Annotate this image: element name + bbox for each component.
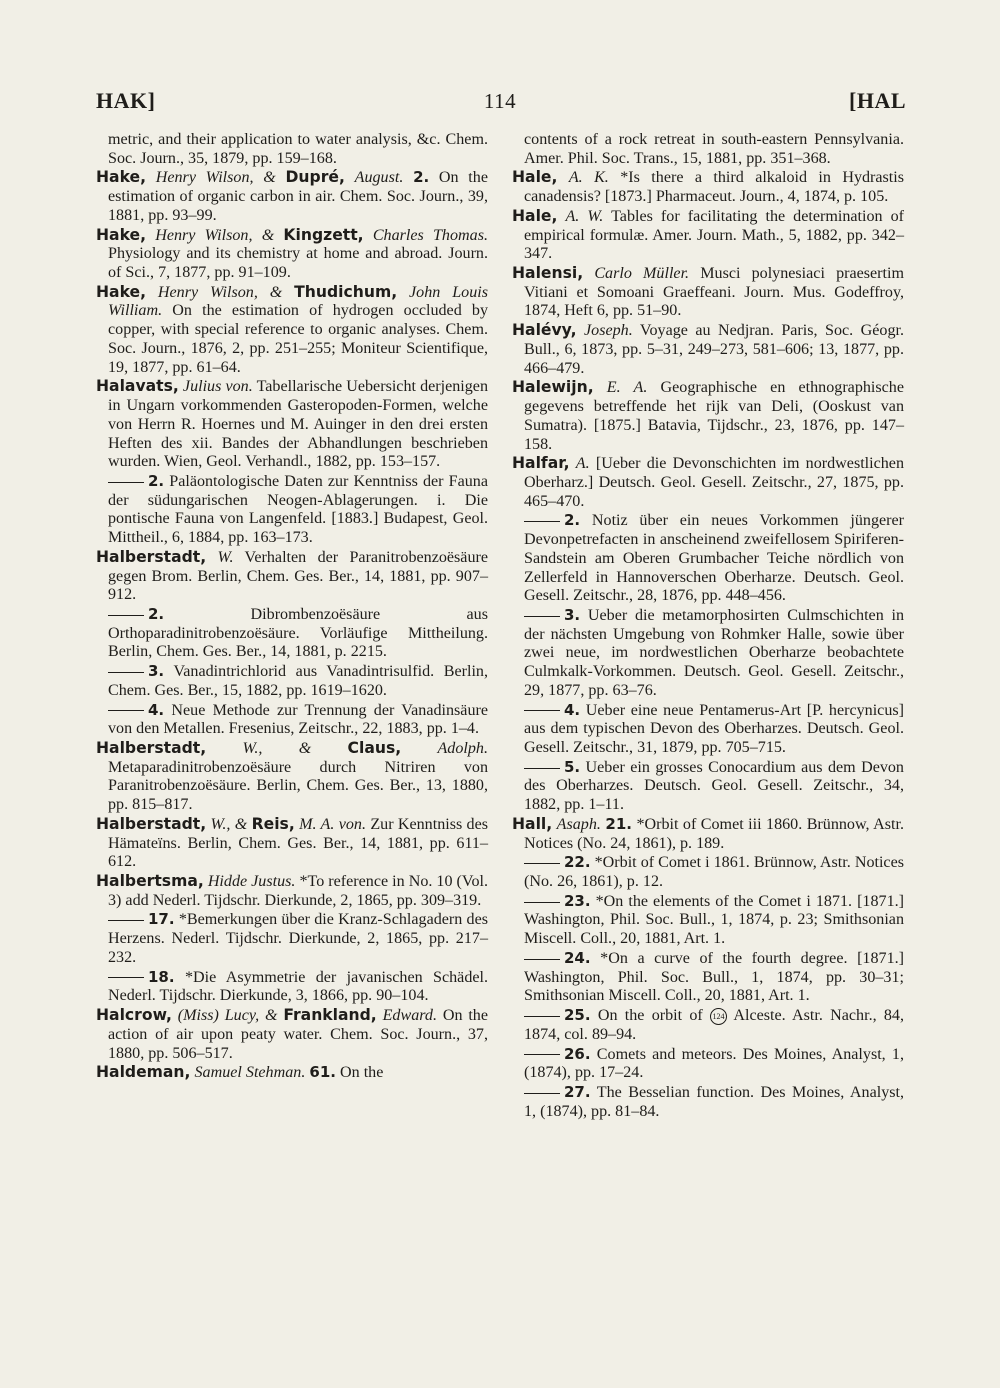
- bibliography-entry: [96, 662, 488, 700]
- author-surname: Halcrow,: [96, 1006, 172, 1025]
- author-forenames: Henry Wilson, &: [155, 169, 276, 187]
- bibliography-entry: [96, 1006, 488, 1063]
- bibliography-entry: [512, 1006, 904, 1044]
- citation-text: On the estimation of organic carbon in air. Chem. Soc. Journ., 39, 1881, pp. 93–99.: [108, 169, 488, 224]
- bibliography-entry: [96, 548, 488, 605]
- citation-text: Neue Methode zur Trennung der Vanadinsäure von den Metallen. Fresenius, Zeitschr., 22, 1883, pp. 1–4.: [108, 701, 488, 738]
- author-forenames: Julius von.: [182, 378, 253, 396]
- author-surname: Hale,: [512, 206, 558, 225]
- bibliography-entry: [512, 949, 904, 1006]
- coauthor-surname: Frankland,: [283, 1006, 377, 1025]
- citation-text: *Orbit of Comet i 1861. Brünnow, Astr. Notices (No. 26, 1861), p. 12.: [524, 854, 904, 891]
- bibliography-entry: [512, 511, 904, 606]
- paper-number: 26.: [564, 1044, 591, 1063]
- repeat-author-dash: [524, 1054, 560, 1055]
- citation-text: On the estimation of hydrogen occluded by copper, with special reference to organic analyses. Chem. Soc. Journ., 1876, 2, pp. 251–255; Moniteur Scientifique, 19, 1877, pp. 61–64.: [108, 302, 489, 376]
- bibliography-entry: [512, 815, 904, 853]
- repeat-author-dash: [524, 863, 560, 864]
- bibliography-entry: [512, 131, 904, 168]
- author-surname: Haldeman,: [96, 1063, 191, 1082]
- paper-number: 22.: [564, 853, 591, 872]
- paper-number: 25.: [564, 1006, 591, 1025]
- bibliography-entry: [96, 910, 488, 967]
- right-column: [512, 131, 904, 1121]
- repeat-author-dash: [108, 672, 144, 673]
- bibliography-entry: [512, 378, 904, 454]
- paper-number: 3.: [148, 662, 165, 681]
- author-forenames: Henry Wilson, &: [157, 283, 283, 301]
- paper-number: 4.: [564, 700, 581, 719]
- citation-text: Tables for facilitating the determination of empirical formulæ. Amer. Journ. Math., 5, 1882, pp. 342–347.: [524, 207, 904, 263]
- paper-number: 2.: [148, 604, 165, 623]
- bibliography-entry: [96, 968, 488, 1006]
- bibliography-entry: [96, 377, 488, 472]
- citation-text: Dibrombenzoësäure aus Orthoparadinitrobenzoësäure. Vorläufige Mittheilung. Berlin, Chem. Ges. Ber., 14, 1881, p. 2215.: [108, 605, 488, 661]
- repeat-author-dash: [108, 920, 144, 921]
- paper-number: 23.: [564, 891, 591, 910]
- paper-number: 27.: [564, 1082, 591, 1101]
- author-forenames: Asaph.: [556, 815, 601, 833]
- repeat-author-dash: [524, 1016, 560, 1017]
- paper-number: 18.: [148, 967, 175, 986]
- paper-number: 2.: [148, 471, 165, 490]
- author-forenames: W.: [217, 548, 234, 566]
- citation-text: Alceste. Astr. Nachr., 84, 1874, col. 89–94.: [524, 1007, 904, 1043]
- bibliography-entry: [512, 207, 904, 264]
- coauthor-surname: Claus,: [347, 739, 402, 757]
- bibliography-entry: [96, 739, 488, 815]
- repeat-author-dash: [108, 977, 144, 978]
- author-surname: Hake,: [96, 168, 147, 187]
- coauthor-forenames: August.: [354, 169, 404, 187]
- running-head-right: [HAL: [849, 88, 906, 113]
- author-surname: Hall,: [512, 814, 553, 833]
- citation-text: Notiz über ein neues Vorkommen jüngerer Devonpetrefacten in anscheinend zweifellosem Spiriferen-Sandstein am Oberen Grumbacher Teiche nördlich von Zellerfeld in Hannoverschen Oberharze. Deutsch. Geol. Gesell. Zeitschr., 28, 1876, pp. 448–456.: [524, 512, 904, 605]
- citation-text: Metaparadinitrobenzoësäure durch Nitriren von Paranitrobenzoësäure. Berlin, Chem. Ges. Ber., 13, 1880, pp. 815–817.: [108, 758, 488, 814]
- citation-text: Physiology and its chemistry at home and abroad. Journ. of Sci., 7, 1877, pp. 91–109.: [108, 245, 488, 282]
- citation-text: [Ueber die Devonschichten im nordwestlichen Oberharz.] Deutsch. Geol. Gesell. Zeitschr., 27, 1875, pp. 465–470.: [524, 455, 904, 510]
- paper-number: 2.: [564, 511, 581, 530]
- coauthor-surname: Kingzett,: [283, 225, 364, 244]
- citation-text: *Bemerkungen über die Kranz-Schlagadern des Herzens. Nederl. Tijdschr. Dierkunde, 2, 1865, pp. 217–232.: [108, 911, 488, 966]
- coauthor-forenames: John Louis William.: [108, 283, 488, 320]
- author-forenames: E. A.: [606, 379, 648, 397]
- citation-text: On the orbit of: [597, 1007, 703, 1025]
- paper-number: 3.: [564, 605, 581, 624]
- paper-number: 24.: [564, 948, 591, 967]
- author-surname: Halavats,: [96, 377, 179, 396]
- citation-text: Musci polynesiaci praesertim Vitiani et Somoani Graeffeani. Journ. Mus. Godeffroy, 1874, Heft 6, pp. 51–90.: [524, 265, 904, 320]
- citation-text: *Is there a third alkaloid in Hydrastis canadensis? [1873.] Pharmaceut. Journ., 4, 1874, p. 105.: [524, 169, 905, 206]
- citation-text: Vanadintrichlorid aus Vanadintrisulfid. Berlin, Chem. Ges. Ber., 15, 1882, pp. 1619–1620.: [108, 663, 489, 699]
- author-forenames: A. K.: [568, 169, 609, 187]
- citation-text: Voyage au Nedjran. Paris, Soc. Géogr. Bull., 6, 1873, pp. 5–31, 249–273, 581–606; 13, 1877, pp. 466–479.: [524, 322, 904, 377]
- citation-text: *Orbit of Comet iii 1860. Brünnow, Astr. Notices (No. 24, 1861), p. 189.: [524, 815, 905, 852]
- page-number: 114: [483, 89, 517, 113]
- author-surname: Halévy,: [512, 321, 577, 340]
- author-forenames: W., &: [210, 815, 248, 833]
- author-surname: Halberstadt,: [96, 547, 207, 566]
- author-surname: Halensi,: [512, 264, 584, 283]
- author-surname: Halberstadt,: [96, 739, 207, 757]
- coauthor-forenames: M. A. von.: [299, 815, 366, 833]
- bibliography-entry: [96, 283, 488, 378]
- repeat-author-dash: [524, 959, 560, 960]
- author-surname: Halbertsma,: [96, 872, 204, 891]
- bibliography-entry: [512, 758, 904, 815]
- bibliography-entry: [96, 1063, 488, 1083]
- citation-text: *On a curve of the fourth degree. [1871.] Washington, Phil. Soc. Bull., 1, 1874, pp. 30–31; Smithsonian Miscell. Coll., 20, 1881, Art. 1.: [524, 949, 904, 1005]
- paper-number: 2.: [413, 168, 430, 187]
- bibliography-entry: [96, 605, 488, 662]
- citation-text: *Die Asymmetrie der javanischen Schädel. Nederl. Tijdschr. Dierkunde, 3, 1866, pp. 90–104.: [108, 968, 489, 1005]
- bibliography-entry: [96, 701, 488, 739]
- author-surname: Hake,: [96, 225, 147, 244]
- citation-text: Geographische en ethnographische gegevens betreffende het rijk van Deli, (Ooskust van Sumatra). [1875.] Batavia, Tijdschr., 23, 1876, pp. 147–158.: [524, 379, 904, 453]
- bibliography-entry: [512, 853, 904, 891]
- repeat-author-dash: [524, 768, 560, 769]
- citation-text: On the action of air upon peaty water. Chem. Soc. Journ., 37, 1880, pp. 506–517.: [108, 1007, 488, 1062]
- citation-text: Paläontologische Daten zur Kenntniss der Fauna der südungarischen Neogen-Ablagerungen. i. Die pontische Fauna von Langenfeld. [1883.] Budapest, Geol. Mittheil., 6, 1884, pp. 163–173.: [108, 472, 488, 547]
- citation-text: Comets and meteors. Des Moines, Analyst, 1, (1874), pp. 17–24.: [524, 1045, 904, 1082]
- author-surname: Hale,: [512, 168, 558, 187]
- coauthor-forenames: Adolph.: [437, 740, 488, 757]
- running-head-left: HAK]: [96, 88, 156, 113]
- repeat-author-dash: [524, 521, 560, 522]
- bibliography-entry: [96, 168, 488, 225]
- asteroid-symbol: 124: [710, 1008, 727, 1025]
- repeat-author-dash: [524, 1093, 560, 1094]
- author-forenames: Joseph.: [584, 322, 633, 340]
- paper-number: 61.: [309, 1063, 336, 1082]
- repeat-author-dash: [108, 615, 144, 616]
- bibliography-entry: [96, 226, 488, 283]
- author-forenames: A. W.: [565, 207, 604, 225]
- bibliography-entry: [512, 454, 904, 511]
- bibliography-entry: [96, 872, 488, 910]
- bibliography-entry: [512, 701, 904, 758]
- coauthor-forenames: Charles Thomas.: [372, 226, 488, 244]
- author-forenames: W., &: [242, 740, 312, 757]
- repeat-author-dash: [524, 710, 560, 711]
- coauthor-surname: Dupré,: [285, 168, 345, 187]
- citation-text: *On the elements of the Comet i 1871. [1871.] Washington, Phil. Soc. Bull., 1, 1874, p. 23; Smithsonian Miscell. Coll., 20, 1881, Art. 1.: [524, 892, 904, 948]
- bibliography-entry: [96, 815, 488, 872]
- bibliography-entry: [512, 892, 904, 949]
- citation-text: Verhalten der Paranitrobenzoësäure gegen Brom. Berlin, Chem. Ges. Ber., 14, 1881, pp. 907–912.: [108, 548, 488, 604]
- author-forenames: (Miss) Lucy, &: [177, 1007, 278, 1025]
- repeat-author-dash: [524, 616, 560, 617]
- author-forenames: A.: [575, 455, 590, 473]
- coauthor-surname: Reis,: [251, 814, 295, 833]
- author-forenames: Samuel Stehman.: [194, 1064, 306, 1082]
- author-surname: Halberstadt,: [96, 814, 207, 833]
- paper-number: 21.: [605, 814, 632, 833]
- citation-text: Ueber ein grosses Conocardium aus dem Devon des Oberharzes. Deutsch. Geol. Gesell. Zeitschr., 34, 1882, pp. 1–11.: [524, 758, 904, 814]
- repeat-author-dash: [524, 902, 560, 903]
- author-forenames: Hidde Justus.: [207, 873, 296, 891]
- author-forenames: Henry Wilson, &: [155, 226, 275, 244]
- citation-text: Tabellarische Uebersicht derjenigen in Ungarn vorkommenden Gasteropoden-Formen, welche von Herrn R. Hoernes und M. Auinger in den drei ersten Heften des xii. Bandes der Abhandlungen beschrieben wurden. Wien, Geol. Verhandl., 1882, pp. 153–157.: [108, 378, 488, 471]
- bibliography-entry: [512, 1083, 904, 1121]
- author-forenames: Carlo Müller.: [594, 265, 690, 283]
- citation-text: The Besselian function. Des Moines, Analyst, 1, (1874), pp. 81–84.: [524, 1083, 904, 1120]
- author-surname: Halewijn,: [512, 378, 594, 397]
- repeat-author-dash: [108, 710, 144, 711]
- left-column: [96, 131, 488, 1083]
- citation-text: contents of a rock retreat in south-eastern Pennsylvania. Amer. Phil. Soc. Trans., 15, 1881, pp. 351–368.: [524, 131, 904, 167]
- coauthor-forenames: Edward.: [382, 1007, 437, 1025]
- author-surname: Halfar,: [512, 454, 570, 473]
- citation-text: On the: [340, 1064, 384, 1082]
- coauthor-surname: Thudichum,: [294, 282, 398, 301]
- bibliography-entry: [96, 131, 488, 168]
- citation-text: Zur Kenntniss des Hämateïns. Berlin, Chem. Ges. Ber., 14, 1881, pp. 611–612.: [108, 815, 489, 871]
- repeat-author-dash: [108, 482, 144, 483]
- bibliography-entry: [512, 321, 904, 378]
- citation-text: metric, and their application to water analysis, &c. Chem. Soc. Journ., 35, 1879, pp. 159–168.: [108, 131, 488, 167]
- bibliography-entry: [512, 606, 904, 701]
- author-surname: Hake,: [96, 282, 147, 301]
- citation-text: *To reference in No. 10 (Vol. 3) add Nederl. Tijdschr. Dierkunde, 2, 1865, pp. 309–319.: [108, 873, 488, 909]
- bibliography-entry: [512, 168, 904, 206]
- paper-number: 17.: [148, 910, 175, 929]
- bibliography-entry: [512, 1045, 904, 1083]
- bibliography-entry: [96, 472, 488, 548]
- bibliography-entry: [512, 264, 904, 321]
- paper-number: 5.: [564, 757, 581, 776]
- citation-text: Ueber eine neue Pentamerus-Art [P. hercynicus] aus dem typischen Devon des Oberharzes. Deutsch. Geol. Gesell. Zeitschr., 31, 1879, pp. 705–715.: [524, 701, 904, 756]
- citation-text: Ueber die metamorphosirten Culmschichten in der nächsten Umgebung von Rohmker Halle, sowie über zwei neue, im nordwestlichen Oberharze beobachtete Culmkalk-Vorkommen. Deutsch. Geol. Gesell. Zeitschr., 29, 1877, pp. 63–76.: [524, 606, 904, 699]
- paper-number: 4.: [148, 700, 165, 719]
